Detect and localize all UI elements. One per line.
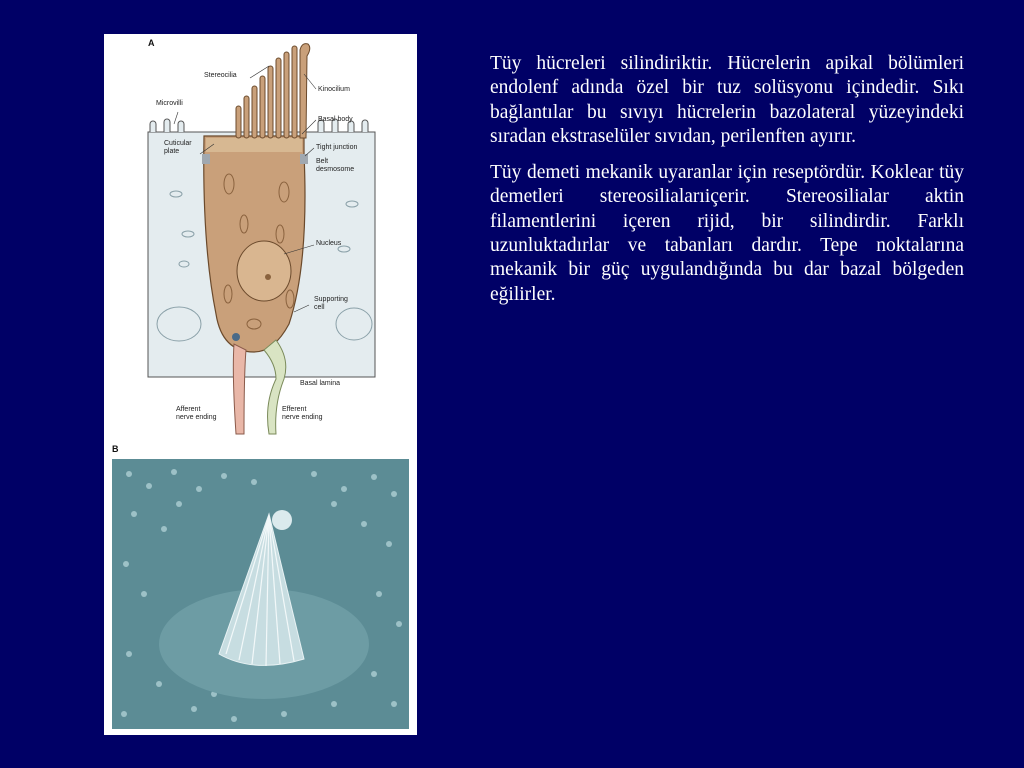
label-efferent-nerve: Efferent nerve ending [282, 406, 323, 421]
label-afferent-nerve: Afferent nerve ending [176, 406, 217, 421]
label-tight-junction: Tight junction [316, 144, 358, 151]
label-cuticular-plate: Cuticular plate [164, 140, 192, 155]
body-text [490, 52, 964, 319]
label-basal-lamina: Basal lamina [300, 380, 341, 387]
hair-cell-illustration [104, 34, 417, 735]
label-belt-desmosome: Belt desmosome [316, 158, 355, 173]
label-stereocilia: Stereocilia [204, 72, 237, 79]
label-basal-body: Basal body [318, 116, 353, 123]
hair-cell-figure [104, 34, 417, 735]
label-supporting-cell: Supporting cell [314, 296, 348, 311]
label-microvilli: Microvilli [156, 100, 183, 107]
label-kinocilium: Kinocilium [318, 86, 350, 93]
label-nucleus: Nucleus [316, 240, 342, 247]
panel-b-letter: B [112, 444, 119, 454]
paragraph-1: Tüy hücreleri silindiriktir. Hücrelerin apikal bölümleri endolenf adında özel bir tuz solüsyonu içindedir. Sıkı bağlantılar bu sıvıyı hücrelerin bazolateral yüzeyindeki sıradan ekstraselüler sıvıdan, perilenften ayırır. [490, 53, 964, 147]
paragraph-2: Tüy demeti mekanik uyaranlar için reseptördür. Koklear tüy demetleri stereosilialarıiçerir. Stereosilialar aktin filamentlerini içeren rijid, bir silindirdir. Farklı uzunluktadırlar ve tabanları dardır. Tepe noktalarına mekanik bir güç uygulandığında bu dar bazal bölgeden eğilirler. [490, 162, 964, 305]
panel-a-letter: A [148, 38, 155, 48]
